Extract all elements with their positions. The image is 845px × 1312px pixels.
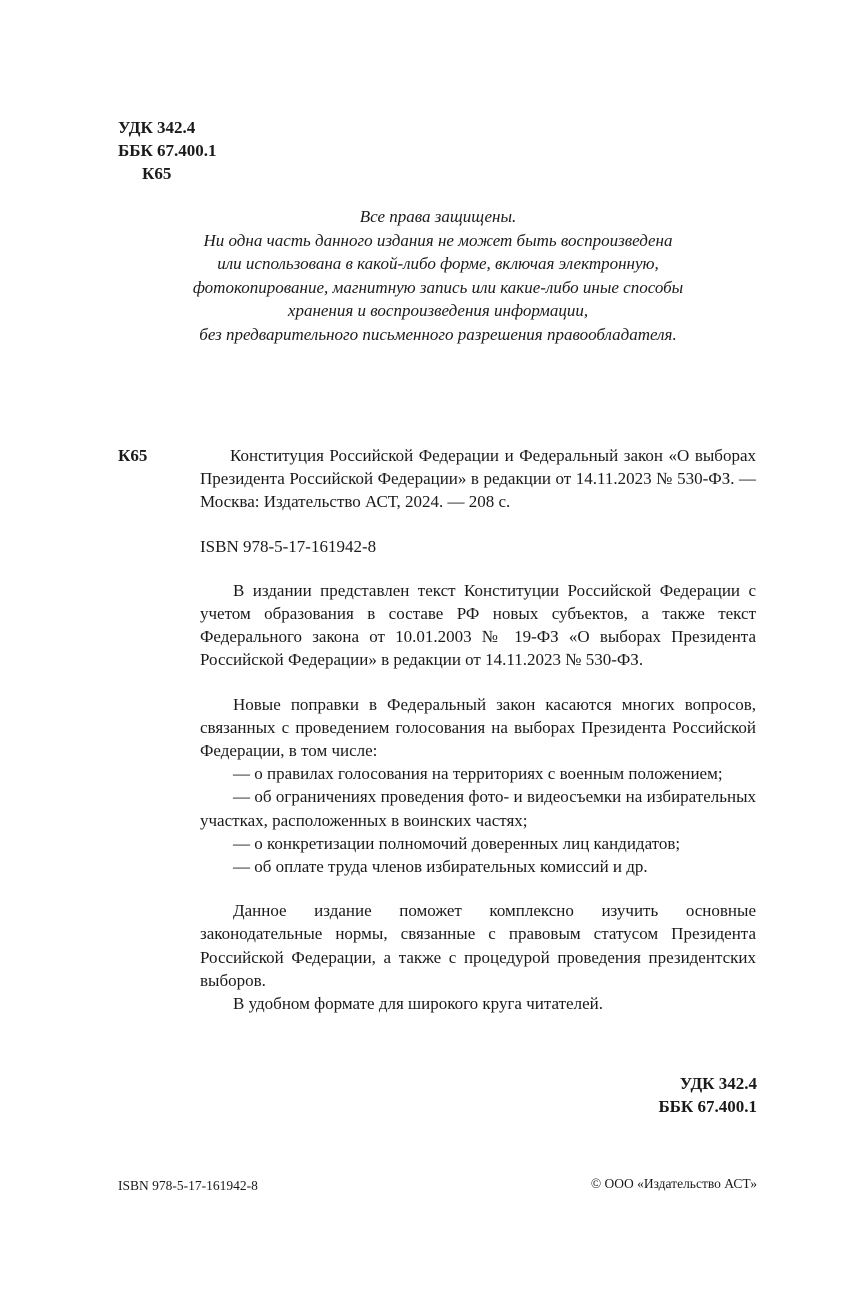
list-item: — о правилах голосования на территориях с военным положением; <box>233 764 723 784</box>
footer-isbn: ISBN 978-5-17-161942-8 <box>118 1178 258 1193</box>
bbk-code: ББК 67.400.1 <box>658 1097 757 1116</box>
rights-line: без предварительного письменного разрешения правообладателя. <box>199 324 677 344</box>
rights-line: или использована в какой-либо форме, включая электронную, <box>217 254 659 273</box>
list-item: — об ограничениях проведения фото- и видеосъемки на избирательных участках, расположенных в воинских частях; <box>200 787 756 830</box>
udk-code: УДК 342.4 <box>679 1074 757 1093</box>
annotation-paragraph: Данное издание поможет комплексно изучить основные законодательные нормы, связанные с правовым статусом Президента Российской Федерации, а также с процедурой проведения президентских выборов. <box>200 901 756 990</box>
rights-line: хранения и воспроизведения информации, <box>287 301 589 320</box>
classification-codes-top <box>118 116 217 185</box>
isbn-line: ISBN 978-5-17-161942-8 <box>200 536 377 556</box>
bbk-code: ББК 67.400.1 <box>118 141 217 160</box>
bibliographic-entry: Конституция Российской Федерации и Федеральный закон «О выборах Президента Российской Федерации» в редакции от 14.11.2023 № 530-ФЗ. — Москва: Издательство АСТ, 2024. — 208 с. <box>200 446 756 512</box>
udk-code: УДК 342.4 <box>118 118 196 137</box>
author-mark: К65 <box>118 446 148 465</box>
rights-line: Ни одна часть данного издания не может быть воспроизведена <box>203 230 673 250</box>
list-item: — о конкретизации полномочий доверенных лиц кандидатов; <box>233 833 681 853</box>
annotation-paragraph: В удобном формате для широкого круга читателей. <box>233 994 603 1014</box>
rights-notice <box>118 205 758 346</box>
author-mark-top: К65 <box>142 164 172 183</box>
footer-copyright: © ООО «Издательство АСТ» <box>590 1176 757 1191</box>
catalog-card <box>200 444 756 1015</box>
annotation-paragraph: В издании представлен текст Конституции Российской Федерации с учетом образования в составе РФ новых субъектов, а также текст Федерального закона от 10.01.2003 № 19-ФЗ «О выборах Президента Российской Федерации» в редакции от 14.11.2023 № 530-ФЗ. <box>200 580 756 670</box>
rights-line: фотокопирование, магнитную запись или какие-либо иные способы <box>192 277 684 297</box>
classification-codes-bottom <box>658 1072 757 1118</box>
rights-line: Все права защищены. <box>359 207 517 226</box>
list-item: — об оплате труда членов избирательных комиссий и др. <box>233 857 648 877</box>
annotation-paragraph: Новые поправки в Федеральный закон касаются многих вопросов, связанных с проведением голосования на выборах Президента Российской Федерации, в том числе: <box>200 694 756 761</box>
